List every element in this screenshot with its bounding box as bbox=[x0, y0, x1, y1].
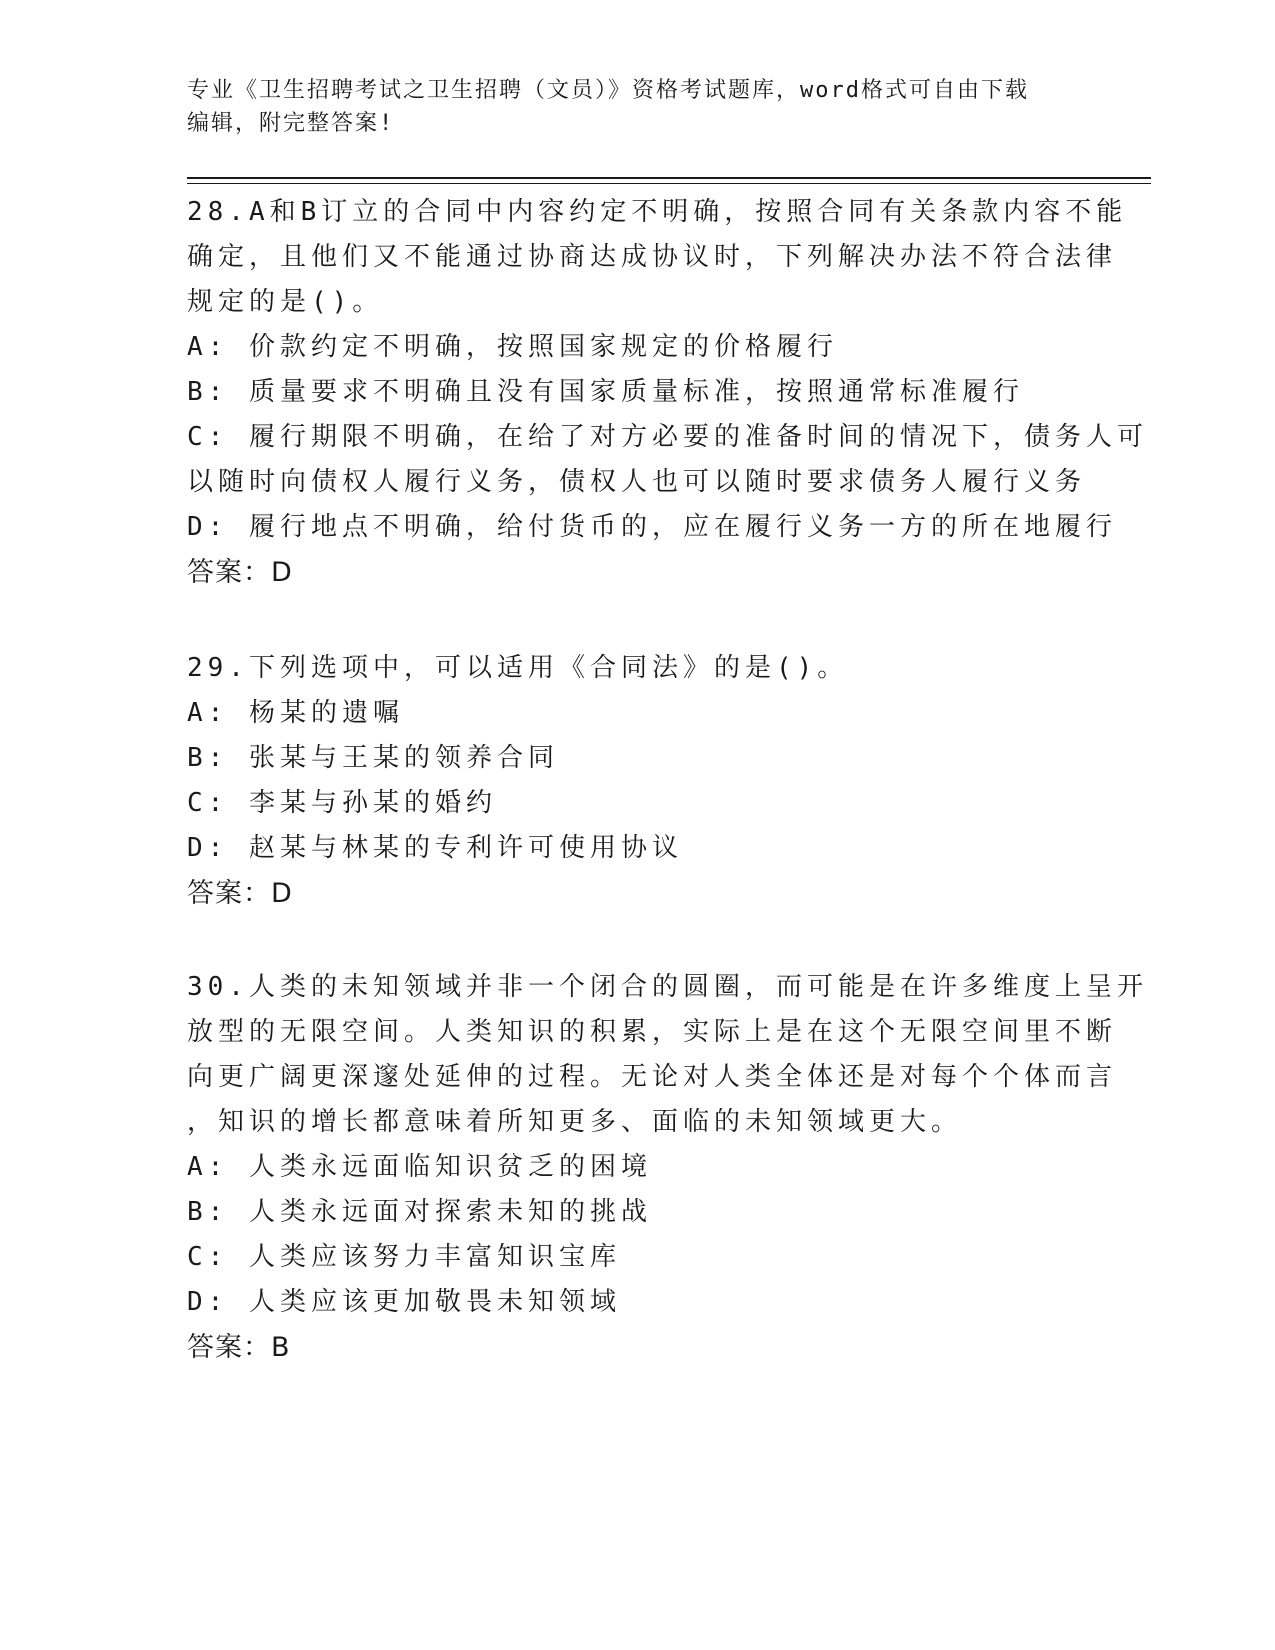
answer-label: 答案：D bbox=[187, 878, 293, 909]
answer-label: 答案：D bbox=[187, 557, 293, 588]
header-line-1: 专业《卫生招聘考试之卫生招聘（文员）》资格考试题库，word格式可自由下载 bbox=[187, 78, 1029, 103]
option-c-continued: 以随时向债权人履行义务，债权人也可以随时要求债务人履行义务 bbox=[187, 467, 1087, 497]
option-a: A: 人类永远面临知识贫乏的困境 bbox=[187, 1152, 652, 1182]
document-header bbox=[187, 74, 1067, 140]
header-divider-thick bbox=[187, 177, 1151, 179]
question-29 bbox=[187, 646, 1067, 916]
header-line-2: 编辑，附完整答案! bbox=[187, 111, 395, 136]
answer-label: 答案：B bbox=[187, 1332, 291, 1363]
option-b: B: 人类永远面对探索未知的挑战 bbox=[187, 1197, 652, 1227]
question-stem-line: 放型的无限空间。人类知识的积累，实际上是在这个无限空间里不断 bbox=[187, 1017, 1118, 1047]
option-a: A: 杨某的遗嘱 bbox=[187, 698, 404, 728]
option-a: A: 价款约定不明确，按照国家规定的价格履行 bbox=[187, 332, 838, 362]
option-c: C: 人类应该努力丰富知识宝库 bbox=[187, 1242, 621, 1272]
option-c: C: 李某与孙某的婚约 bbox=[187, 788, 497, 818]
option-d: D: 赵某与林某的专利许可使用协议 bbox=[187, 833, 683, 863]
question-stem-line: 向更广阔更深邃处延伸的过程。无论对人类全体还是对每个个体而言 bbox=[187, 1062, 1118, 1092]
question-stem-line: ，知识的增长都意味着所知更多、面临的未知领域更大。 bbox=[187, 1107, 963, 1137]
question-stem-line: 30.人类的未知领域并非一个闭合的圆圈，而可能是在许多维度上呈开 bbox=[187, 972, 1148, 1002]
question-stem-line: 确定，且他们又不能通过协商达成协议时，下列解决办法不符合法律 bbox=[187, 242, 1118, 272]
option-b: B: 张某与王某的领养合同 bbox=[187, 743, 559, 773]
option-d: D: 人类应该更加敬畏未知领域 bbox=[187, 1287, 621, 1317]
question-stem-line: 规定的是()。 bbox=[187, 287, 384, 317]
question-stem-line: 29.下列选项中，可以适用《合同法》的是()。 bbox=[187, 653, 849, 683]
question-30 bbox=[187, 965, 1148, 1370]
option-b: B: 质量要求不明确且没有国家质量标准，按照通常标准履行 bbox=[187, 377, 1024, 407]
header-divider-thin bbox=[187, 183, 1151, 184]
question-stem-line: 28.A和B订立的合同中内容约定不明确，按照合同有关条款内容不能 bbox=[187, 197, 1128, 227]
option-c: C: 履行期限不明确，在给了对方必要的准备时间的情况下，债务人可 bbox=[187, 422, 1148, 452]
question-28 bbox=[187, 190, 1148, 595]
option-d: D: 履行地点不明确，给付货币的，应在履行义务一方的所在地履行 bbox=[187, 512, 1117, 542]
